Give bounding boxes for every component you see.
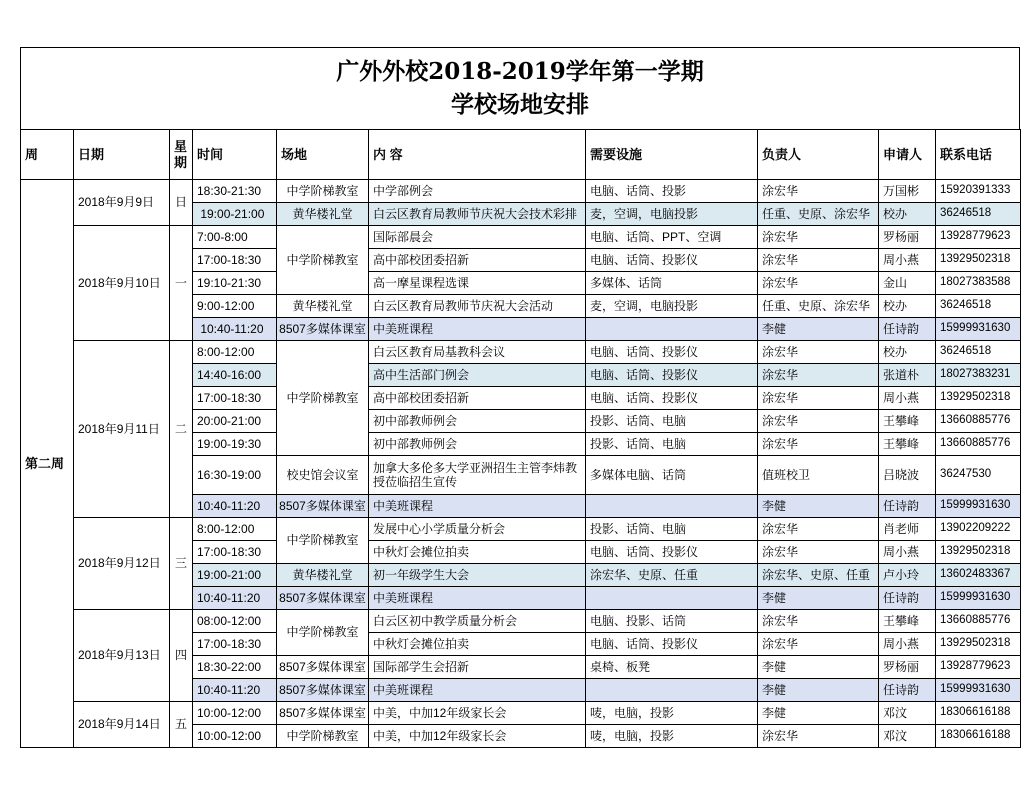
cell-venue: 中学阶梯教室 (277, 180, 369, 203)
cell-content: 白云区教育局教师节庆祝大会活动 (369, 295, 586, 318)
cell-time: 8:00-12:00 (193, 518, 277, 541)
cell-manager: 涂宏华 (758, 180, 879, 203)
cell-content: 白云区教育局基教科会议 (369, 341, 586, 364)
sheet-title-line2: 学校场地安排 (451, 91, 589, 118)
cell-venue: 中学阶梯教室 (277, 226, 369, 295)
cell-time: 14:40-16:00 (193, 364, 277, 387)
cell-facilities: 桌椅、板凳 (586, 656, 758, 679)
cell-facilities: 电脑、话筒、投影仪 (586, 249, 758, 272)
cell-content: 初中部教师例会 (369, 410, 586, 433)
cell-manager: 涂宏华 (758, 541, 879, 564)
cell-phone: 15999931630 (936, 495, 1021, 518)
cell-manager: 李健 (758, 702, 879, 725)
cell-venue: 校史馆会议室 (277, 456, 369, 495)
cell-manager: 涂宏华 (758, 249, 879, 272)
cell-time: 10:40-11:20 (193, 587, 277, 610)
cell-facilities: 多媒体、话筒 (586, 272, 758, 295)
cell-facilities: 电脑、话筒、投影仪 (586, 341, 758, 364)
cell-phone: 13902209222 (936, 518, 1021, 541)
cell-venue: 8507多媒体课室 (277, 587, 369, 610)
cell-phone: 15999931630 (936, 318, 1021, 341)
cell-time: 17:00-18:30 (193, 387, 277, 410)
table-row (21, 341, 1021, 364)
col-header-2: 星期 (170, 130, 193, 180)
cell-phone: 36246518 (936, 341, 1021, 364)
cell-applicant: 王攀峰 (879, 610, 936, 633)
cell-applicant: 周小燕 (879, 633, 936, 656)
cell-date: 2018年9月11日 (74, 341, 170, 518)
cell-phone: 18306616188 (936, 702, 1021, 725)
col-header-1: 日期 (74, 130, 170, 180)
cell-manager: 任重、史原、涂宏华 (758, 203, 879, 226)
cell-content: 中美班课程 (369, 679, 586, 702)
cell-facilities: 投影、话筒、电脑 (586, 518, 758, 541)
cell-phone: 13928779623 (936, 656, 1021, 679)
cell-time: 19:10-21:30 (193, 272, 277, 295)
cell-phone: 36246518 (936, 295, 1021, 318)
cell-phone: 18027383231 (936, 364, 1021, 387)
table-body (21, 180, 1021, 748)
cell-venue: 8507多媒体课室 (277, 679, 369, 702)
cell-content: 中美班课程 (369, 495, 586, 518)
cell-applicant: 任诗韵 (879, 318, 936, 341)
cell-manager: 涂宏华 (758, 272, 879, 295)
cell-phone: 13929502318 (936, 633, 1021, 656)
cell-facilities (586, 587, 758, 610)
cell-facilities (586, 495, 758, 518)
cell-applicant: 吕晓波 (879, 456, 936, 495)
cell-content: 白云区初中教学质量分析会 (369, 610, 586, 633)
cell-manager: 涂宏华 (758, 433, 879, 456)
cell-content: 中秋灯会摊位拍卖 (369, 541, 586, 564)
cell-weekday: 三 (170, 518, 193, 610)
cell-date: 2018年9月10日 (74, 226, 170, 341)
cell-week-label: 第二周 (21, 180, 74, 748)
cell-manager: 涂宏华 (758, 226, 879, 249)
header-row (21, 130, 1021, 180)
cell-venue: 黄华楼礼堂 (277, 203, 369, 226)
cell-content: 国际部学生会招新 (369, 656, 586, 679)
venue-schedule-table (20, 129, 1021, 748)
cell-time: 7:00-8:00 (193, 226, 277, 249)
cell-weekday: 五 (170, 702, 193, 748)
cell-applicant: 罗杨丽 (879, 226, 936, 249)
table-header (21, 130, 1021, 180)
cell-venue: 中学阶梯教室 (277, 518, 369, 564)
cell-time: 20:00-21:00 (193, 410, 277, 433)
cell-venue: 中学阶梯教室 (277, 725, 369, 748)
cell-manager: 涂宏华 (758, 725, 879, 748)
cell-time: 19:00-21:00 (193, 203, 277, 226)
cell-content: 中学部例会 (369, 180, 586, 203)
cell-manager: 涂宏华 (758, 364, 879, 387)
cell-venue: 8507多媒体课室 (277, 495, 369, 518)
cell-applicant: 邓汶 (879, 702, 936, 725)
cell-applicant: 卢小玲 (879, 564, 936, 587)
cell-venue: 黄华楼礼堂 (277, 564, 369, 587)
cell-venue: 8507多媒体课室 (277, 318, 369, 341)
cell-time: 16:30-19:00 (193, 456, 277, 495)
cell-venue: 中学阶梯教室 (277, 341, 369, 456)
col-header-0: 周 (21, 130, 74, 180)
cell-facilities: 投影、话筒、电脑 (586, 433, 758, 456)
cell-manager: 涂宏华、史原、任重 (758, 564, 879, 587)
cell-weekday: 日 (170, 180, 193, 226)
cell-facilities: 电脑、话筒、PPT、空调 (586, 226, 758, 249)
cell-applicant: 张道朴 (879, 364, 936, 387)
cell-applicant: 周小燕 (879, 387, 936, 410)
cell-content: 中美班课程 (369, 318, 586, 341)
cell-applicant: 校办 (879, 203, 936, 226)
cell-facilities: 唛，电脑，投影 (586, 725, 758, 748)
cell-date: 2018年9月9日 (74, 180, 170, 226)
cell-manager: 涂宏华 (758, 633, 879, 656)
cell-time: 17:00-18:30 (193, 541, 277, 564)
cell-facilities: 投影、话筒、电脑 (586, 410, 758, 433)
cell-facilities: 多媒体电脑、话筒 (586, 456, 758, 495)
cell-phone: 13929502318 (936, 387, 1021, 410)
cell-applicant: 周小燕 (879, 541, 936, 564)
cell-content: 中美，中加12年级家长会 (369, 702, 586, 725)
cell-time: 18:30-21:30 (193, 180, 277, 203)
cell-time: 10:40-11:20 (193, 679, 277, 702)
cell-applicant: 周小燕 (879, 249, 936, 272)
cell-facilities: 电脑、话筒、投影仪 (586, 633, 758, 656)
cell-content: 初中部教师例会 (369, 433, 586, 456)
cell-manager: 李健 (758, 656, 879, 679)
cell-phone: 15920391333 (936, 180, 1021, 203)
cell-applicant: 罗杨丽 (879, 656, 936, 679)
cell-phone: 36247530 (936, 456, 1021, 495)
col-header-3: 时间 (193, 130, 277, 180)
cell-time: 19:00-21:00 (193, 564, 277, 587)
cell-manager: 任重、史原、涂宏华 (758, 295, 879, 318)
cell-time: 9:00-12:00 (193, 295, 277, 318)
cell-applicant: 王攀峰 (879, 410, 936, 433)
cell-manager: 李健 (758, 318, 879, 341)
cell-applicant: 金山 (879, 272, 936, 295)
col-header-7: 负责人 (758, 130, 879, 180)
col-header-8: 申请人 (879, 130, 936, 180)
cell-venue: 中学阶梯教室 (277, 610, 369, 656)
cell-weekday: 四 (170, 610, 193, 702)
sheet-title-line1: 广外外校2018-2019学年第一学期 (336, 58, 704, 85)
cell-venue: 8507多媒体课室 (277, 656, 369, 679)
cell-content: 加拿大多伦多大学亚洲招生主管李炜教授莅临招生宣传 (369, 456, 586, 495)
cell-time: 8:00-12:00 (193, 341, 277, 364)
cell-applicant: 任诗韵 (879, 679, 936, 702)
cell-venue: 8507多媒体课室 (277, 702, 369, 725)
cell-facilities: 电脑、话筒、投影 (586, 180, 758, 203)
cell-time: 08:00-12:00 (193, 610, 277, 633)
cell-content: 发展中心小学质量分析会 (369, 518, 586, 541)
cell-phone: 18306616188 (936, 725, 1021, 748)
col-header-5: 内 容 (369, 130, 586, 180)
cell-time: 18:30-22:00 (193, 656, 277, 679)
cell-phone: 13660885776 (936, 433, 1021, 456)
cell-facilities (586, 679, 758, 702)
col-header-6: 需要设施 (586, 130, 758, 180)
cell-manager: 值班校卫 (758, 456, 879, 495)
cell-manager: 李健 (758, 495, 879, 518)
cell-manager: 涂宏华 (758, 410, 879, 433)
table-row (21, 702, 1021, 725)
cell-content: 国际部晨会 (369, 226, 586, 249)
cell-facilities: 电脑、话筒、投影仪 (586, 541, 758, 564)
cell-facilities: 涂宏华、史原、任重 (586, 564, 758, 587)
cell-phone: 13660885776 (936, 410, 1021, 433)
cell-phone: 36246518 (936, 203, 1021, 226)
table-row (21, 180, 1021, 203)
sheet-title (20, 47, 1020, 129)
col-header-9: 联系电话 (936, 130, 1021, 180)
cell-time: 17:00-18:30 (193, 249, 277, 272)
cell-applicant: 万国彬 (879, 180, 936, 203)
cell-phone: 13660885776 (936, 610, 1021, 633)
cell-time: 10:00-12:00 (193, 725, 277, 748)
cell-content: 高中部校团委招新 (369, 249, 586, 272)
cell-weekday: 一 (170, 226, 193, 341)
cell-manager: 李健 (758, 679, 879, 702)
cell-phone: 13929502318 (936, 541, 1021, 564)
cell-phone: 13602483367 (936, 564, 1021, 587)
cell-facilities: 麦，空调，电脑投影 (586, 203, 758, 226)
cell-date: 2018年9月13日 (74, 610, 170, 702)
table-row (21, 518, 1021, 541)
cell-manager: 涂宏华 (758, 518, 879, 541)
cell-content: 中美班课程 (369, 587, 586, 610)
cell-venue: 黄华楼礼堂 (277, 295, 369, 318)
cell-content: 中美，中加12年级家长会 (369, 725, 586, 748)
cell-applicant: 任诗韵 (879, 587, 936, 610)
cell-phone: 13928779623 (936, 226, 1021, 249)
cell-applicant: 校办 (879, 295, 936, 318)
cell-manager: 涂宏华 (758, 341, 879, 364)
cell-applicant: 王攀峰 (879, 433, 936, 456)
cell-time: 10:40-11:20 (193, 495, 277, 518)
cell-content: 高一摩星课程选课 (369, 272, 586, 295)
cell-manager: 涂宏华 (758, 387, 879, 410)
cell-content: 高中部校团委招新 (369, 387, 586, 410)
cell-phone: 13929502318 (936, 249, 1021, 272)
cell-applicant: 任诗韵 (879, 495, 936, 518)
cell-date: 2018年9月12日 (74, 518, 170, 610)
cell-content: 中秋灯会摊位拍卖 (369, 633, 586, 656)
cell-facilities: 电脑、话筒、投影仪 (586, 364, 758, 387)
cell-facilities (586, 318, 758, 341)
cell-content: 初一年级学生大会 (369, 564, 586, 587)
cell-time: 10:40-11:20 (193, 318, 277, 341)
cell-phone: 15999931630 (936, 587, 1021, 610)
cell-facilities: 麦，空调，电脑投影 (586, 295, 758, 318)
cell-applicant: 校办 (879, 341, 936, 364)
cell-time: 10:00-12:00 (193, 702, 277, 725)
cell-weekday: 二 (170, 341, 193, 518)
cell-content: 高中生活部门例会 (369, 364, 586, 387)
cell-facilities: 电脑、话筒、投影仪 (586, 387, 758, 410)
cell-time: 19:00-19:30 (193, 433, 277, 456)
cell-time: 17:00-18:30 (193, 633, 277, 656)
cell-applicant: 肖老师 (879, 518, 936, 541)
cell-manager: 李健 (758, 587, 879, 610)
table-row (21, 226, 1021, 249)
cell-facilities: 唛，电脑，投影 (586, 702, 758, 725)
cell-content: 白云区教育局教师节庆祝大会技术彩排 (369, 203, 586, 226)
cell-date: 2018年9月14日 (74, 702, 170, 748)
schedule-sheet (20, 47, 1020, 748)
cell-applicant: 邓汶 (879, 725, 936, 748)
cell-phone: 15999931630 (936, 679, 1021, 702)
cell-phone: 18027383588 (936, 272, 1021, 295)
table-row (21, 610, 1021, 633)
cell-facilities: 电脑、投影、话筒 (586, 610, 758, 633)
cell-manager: 涂宏华 (758, 610, 879, 633)
col-header-4: 场地 (277, 130, 369, 180)
